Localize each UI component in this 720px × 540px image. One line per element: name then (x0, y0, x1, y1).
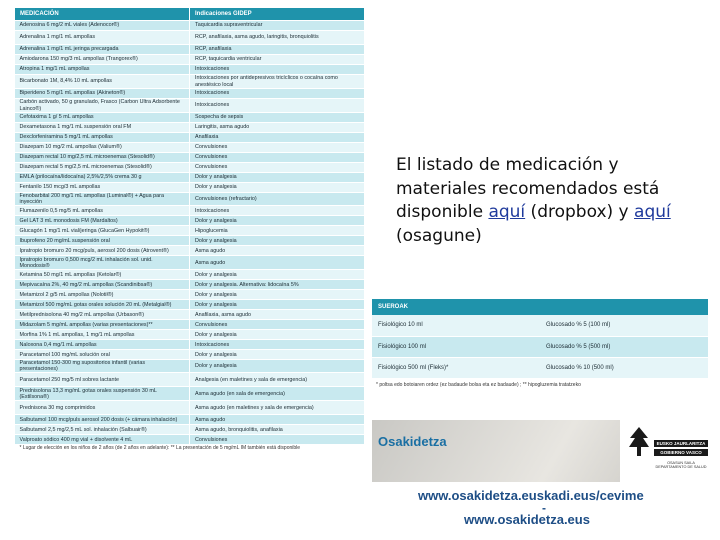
medication-row (15, 55, 365, 65)
indication-cell: Convulsiones (190, 435, 365, 445)
medication-name-cell: Paracetamol 100 mg/mL solución oral (15, 350, 190, 360)
medication-name-cell: Atropina 1 mg/1 mL ampollas (15, 65, 190, 75)
indication-cell: Asma agudo (en sala de emergencia) (190, 387, 365, 401)
dropbox-link[interactable]: aquí (488, 202, 526, 222)
medication-row (15, 300, 365, 310)
medication-row (15, 387, 365, 401)
indication-cell: RCP, anafilaxia (190, 45, 365, 55)
medication-row (15, 133, 365, 143)
medication-row (15, 415, 365, 425)
indication-cell: Taquicardia supraventricular (190, 21, 365, 31)
gobierno-vasco-label: GOBIERNO VASCO (654, 449, 708, 456)
medication-row (15, 280, 365, 290)
medication-table-body (15, 21, 365, 538)
medication-row (15, 401, 365, 415)
medication-footnote: * Lugar de elección en los niños de 2 años (de 2 años en adelante): ** La presentación de 5 mg/mL IM también está disponible (15, 445, 365, 538)
indication-cell: Dolor y analgesia (190, 360, 365, 373)
medication-row (15, 99, 365, 113)
medication-row (15, 340, 365, 350)
indication-cell: Intoxicaciones (190, 340, 365, 350)
medication-name-cell: Metamizol 2 g/5 mL ampollas (Nolotil®) (15, 290, 190, 300)
medication-row (15, 330, 365, 340)
indication-cell: Asma agudo, bronquiolitis, anafilaxia (190, 425, 365, 435)
medication-name-cell: Fenobarbital 200 mg/1 mL ampollas (Luminal®) + Agua para inyección (15, 193, 190, 206)
osagune-link[interactable]: aquí (634, 202, 671, 222)
indication-cell: Dolor y analgesia (190, 236, 365, 246)
intro-text-end: (osagune) (396, 225, 482, 246)
medication-row (15, 373, 365, 387)
medication-row (15, 350, 365, 360)
indication-cell: RCP, taquicardia ventricular (190, 55, 365, 65)
medication-name-cell: Amiodarona 150 mg/3 mL ampollas (Trangorex®) (15, 55, 190, 65)
fisiologico-cell: Fisiológico 10 ml (372, 315, 540, 336)
medication-table (14, 7, 365, 538)
indication-cell: Intoxicaciones por antidepresivos tricíclicos o cocaína como anestésico local (190, 75, 365, 89)
medication-name-cell: Prednisona 30 mg comprimidos (15, 401, 190, 415)
medication-footnote-row (15, 445, 365, 538)
medication-row (15, 153, 365, 163)
indication-cell: Asma agudo (en maletines y sala de emergencia) (190, 401, 365, 415)
medication-row (15, 31, 365, 45)
serum-table (372, 299, 708, 379)
medication-name-cell: Adrenalina 1 mg/1 mL ampollas (15, 31, 190, 45)
indication-cell: Dolor y analgesia (190, 183, 365, 193)
medication-name-cell: Glucagón 1 mg/1 mL vial/jeringa (GlucaGen Hypokit®) (15, 226, 190, 236)
indication-cell: Dolor y analgesia (190, 300, 365, 310)
medication-name-cell: Ipratropio bromuro 0,500 mcg/2 mL inhalación sol. unid. Monodosis® (15, 256, 190, 270)
intro-text-middle: (dropbox) y (525, 202, 635, 222)
indication-cell: Dolor y analgesia (190, 350, 365, 360)
medication-name-cell: Dexclorfeniramina 5 mg/1 mL ampollas (15, 133, 190, 143)
medication-name-cell: Midazolam 5 mg/mL ampollas (varias presentaciones)** (15, 320, 190, 330)
indication-cell: Dolor y analgesia (190, 216, 365, 226)
medication-row (15, 45, 365, 55)
medication-row (15, 360, 365, 373)
osakidetza-logo-text: Osakidetza (378, 434, 447, 449)
medication-name-cell: Diazepam rectal 5 mg/2,5 mL microenemas (Stesolid®) (15, 163, 190, 173)
medication-row (15, 226, 365, 236)
serum-table-panel (372, 299, 708, 391)
indication-cell: Anafilaxia, asma agudo (190, 310, 365, 320)
medication-row (15, 143, 365, 153)
medication-row (15, 113, 365, 123)
serum-table-header-row (372, 299, 708, 315)
medication-row (15, 270, 365, 280)
medication-name-cell: Adrenalina 1 mg/1 mL jeringa precargada (15, 45, 190, 55)
medication-name-cell: Diazepam rectal 10 mg/2,5 mL microenemas (Stesolid®) (15, 153, 190, 163)
medication-row (15, 75, 365, 89)
serum-table-body (372, 315, 708, 378)
indication-cell: Convulsiones (refractario) (190, 193, 365, 206)
medication-name-cell: Diazepam 10 mg/2 mL ampollas (Valium®) (15, 143, 190, 153)
glucosado-cell: Glucosado % 5 (500 ml) (540, 336, 708, 357)
medication-name-cell: EMLA (prilocaína/lidocaína) 2,5%/2,5% crema 30 g (15, 173, 190, 183)
medication-name-cell: Prednisolona 13,3 mg/mL gotas orales suspensión 30 mL (Estilsona®) (15, 387, 190, 401)
cevime-url: www.osakidetza.euskadi.eus/cevime (418, 488, 644, 503)
medication-name-cell: Metilprednisolona 40 mg/2 mL ampollas (Urbason®) (15, 310, 190, 320)
medication-row (15, 193, 365, 206)
medication-row (15, 173, 365, 183)
glucosado-cell: Glucosado % 5 (100 ml) (540, 315, 708, 336)
medication-row (15, 21, 365, 31)
fisiologico-cell: Fisiológico 100 ml (372, 336, 540, 357)
indication-cell: Asma agudo (190, 256, 365, 270)
intro-text (396, 154, 696, 248)
column-header-medicacion: MEDICACIÓN (15, 8, 190, 21)
medication-name-cell: Gel LAT 3 mL monodosis FM (Mardaltos) (15, 216, 190, 226)
medication-name-cell: Biperideno 5 mg/1 mL ampollas (Akineton®) (15, 89, 190, 99)
medication-name-cell: Ipratropio bromuro 20 mcg/puls, aerosol 200 dosis (Atrovent®) (15, 246, 190, 256)
serum-row (372, 315, 708, 336)
indication-cell: Hipoglucemia (190, 226, 365, 236)
medication-name-cell: Mepivacaína 2%, 40 mg/2 mL ampollas (Scandinibsa®) (15, 280, 190, 290)
indication-cell: Dolor y analgesia (190, 290, 365, 300)
osakidetza-banner (372, 420, 712, 540)
glucosado-cell: Glucosado % 10 (500 ml) (540, 357, 708, 378)
serum-row (372, 357, 708, 378)
medication-name-cell: Ketamina 50 mg/1 mL ampollas (Ketolar®) (15, 270, 190, 280)
medication-name-cell: Dexametasona 1 mg/1 mL suspensión oral FM (15, 123, 190, 133)
medication-name-cell: Cefotaxima 1 g/ 5 mL ampollas (15, 113, 190, 123)
medication-name-cell: Fentanilo 150 mcg/3 mL ampollas (15, 183, 190, 193)
indication-cell: RCP, anafilaxia, asma agudo, laringitis, bronquiolitis (190, 31, 365, 45)
medication-row (15, 236, 365, 246)
medication-name-cell: Naloxona 0,4 mg/1 mL ampollas (15, 340, 190, 350)
medication-name-cell: Metamizol 500 mg/mL gotas orales solución 20 mL (Metalgial®) (15, 300, 190, 310)
medication-row (15, 163, 365, 173)
medication-row (15, 216, 365, 226)
medication-row (15, 435, 365, 445)
medication-name-cell: Bicarbonato 1M, 8,4% 10 mL ampollas (15, 75, 190, 89)
eusko-jaurlaritza-label: EUSKO JAURLARITZA (654, 440, 708, 447)
medication-name-cell: Salbutamol 2,5 mg/2,5 mL sol. inhalación (Salbuair®) (15, 425, 190, 435)
medication-name-cell: Adenosina 6 mg/2 mL viales (Adenocor®) (15, 21, 190, 31)
medication-name-cell: Flumazenilo 0,5 mg/5 mL ampollas (15, 206, 190, 216)
medication-name-cell: Salbutamol 100 mcg/puls aerosol 200 dosis (+ cámara inhalación) (15, 415, 190, 425)
indication-cell: Convulsiones (190, 143, 365, 153)
indication-cell: Laringitis, asma agudo (190, 123, 365, 133)
intro-text-start: El listado de medicación y materiales recomendados está disponible (396, 155, 660, 222)
fisiologico-cell: Fisiológico 500 ml (Fleks)* (372, 357, 540, 378)
medication-row (15, 206, 365, 216)
indication-cell: Convulsiones (190, 163, 365, 173)
indication-cell: Asma agudo (190, 246, 365, 256)
medication-row (15, 320, 365, 330)
medication-name-cell: Carbón activado, 50 g granulado, Frasco (Carbon Ultra Adsorbente Lainco®) (15, 99, 190, 113)
medication-table-header-row (15, 8, 365, 21)
medication-row (15, 246, 365, 256)
indication-cell: Dolor y analgesia (190, 173, 365, 183)
indication-cell: Dolor y analgesia (190, 270, 365, 280)
medication-name-cell: Morfina 1% 1 mL ampollas, 1 mg/1 mL ampollas (15, 330, 190, 340)
indication-cell: Analgesia (en maletines y sala de emergencia) (190, 373, 365, 387)
indication-cell: Anafilaxia (190, 133, 365, 143)
osakidetza-url: www.osakidetza.eus (464, 512, 590, 527)
indication-cell: Asma agudo (190, 415, 365, 425)
indication-cell: Intoxicaciones (190, 206, 365, 216)
medication-name-cell: Paracetamol 250 mg/5 ml sobres lactante (15, 373, 190, 387)
indication-cell: Convulsiones (190, 320, 365, 330)
medication-row (15, 183, 365, 193)
serum-footnote: * poltsa edo botoiaren ordez (ez badaude bolsa eta ez badaude) ; ** hipogluzemia tratatzeko (376, 381, 581, 388)
indication-cell: Intoxicaciones (190, 99, 365, 113)
medication-row (15, 123, 365, 133)
column-header-indicaciones: Indicaciones GIDEP (190, 8, 365, 21)
medication-row (15, 65, 365, 75)
indication-cell: Dolor y analgesia (190, 330, 365, 340)
indication-cell: Sospecha de sepsis (190, 113, 365, 123)
indication-cell: Convulsiones (190, 153, 365, 163)
indication-cell: Dolor y analgesia. Alternativa: lidocaína 5% (190, 280, 365, 290)
serum-table-title: SUEROAK (372, 299, 708, 315)
url-separator: - (542, 501, 546, 515)
departamento-salud-label: OSASUN SAILA DEPARTAMENTO DE SALUD (655, 461, 707, 469)
serum-row (372, 336, 708, 357)
medication-name-cell: Valproato sódico 400 mg vial + disolvente 4 mL (15, 435, 190, 445)
indication-cell: Intoxicaciones (190, 89, 365, 99)
medication-row (15, 89, 365, 99)
medication-row (15, 290, 365, 300)
medication-row (15, 425, 365, 435)
medication-name-cell: Ibuprofeno 20 mg/mL suspensión oral (15, 236, 190, 246)
medication-row (15, 256, 365, 270)
tree-emblem-icon (626, 424, 652, 460)
medication-name-cell: Paracetamol 150-300 mg supositorios infantil (varias presentaciones) (15, 360, 190, 373)
medication-row (15, 310, 365, 320)
indication-cell: Intoxicaciones (190, 65, 365, 75)
